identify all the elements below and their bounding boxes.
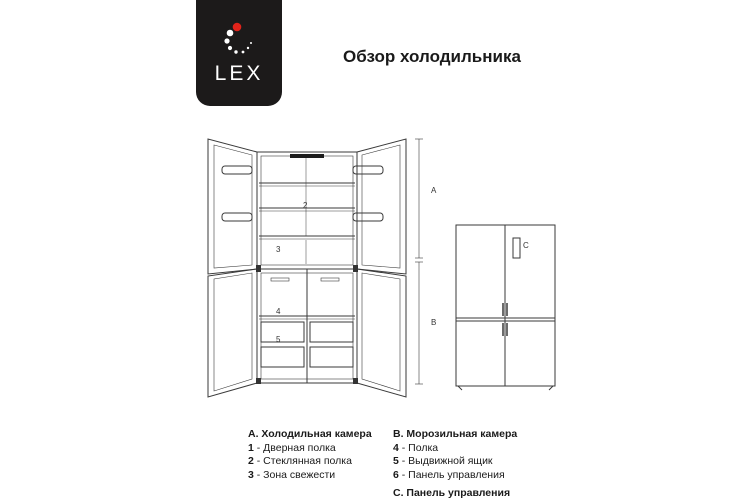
legend-item: 5 - Выдвижной ящик [393,455,493,468]
dimension-label-a: A [431,186,437,195]
fridge-compartment [257,152,357,269]
left-lower-door [208,269,257,397]
legend-item: 3 - Зона свежести [248,468,336,481]
right-lower-door [357,269,406,397]
logo-wordmark: LEX [214,62,264,85]
legend-fridge [248,428,372,482]
legend-fridge-heading: A. Холодильная камера [248,428,372,440]
part-label-5: 5 [276,335,281,344]
dimension-markers [415,139,423,384]
legend-item: 1 - Дверная полка [248,441,336,454]
legend-control-heading: C. Панель управления [393,487,511,499]
right-upper-door [353,139,406,274]
dimension-label-c: C [523,241,529,250]
part-label-4: 4 [276,307,281,316]
left-upper-door [208,139,257,274]
legend-item: 6 - Панель управления [393,468,505,481]
part-label-2: 2 [303,201,308,210]
dimension-label-b: B [431,318,437,327]
part-label-3: 3 [276,245,281,254]
page-title: Обзор холодильника [343,47,521,66]
freezer-compartment [257,269,357,383]
legend-item: 4 - Полка [393,441,439,454]
control-panel-display [513,238,520,258]
legend-freezer [393,428,517,482]
fridge-front-view [456,225,555,390]
legend-item: 2 - Стеклянная полка [248,455,352,468]
legend-freezer-heading: B. Морозильная камера [393,428,518,440]
